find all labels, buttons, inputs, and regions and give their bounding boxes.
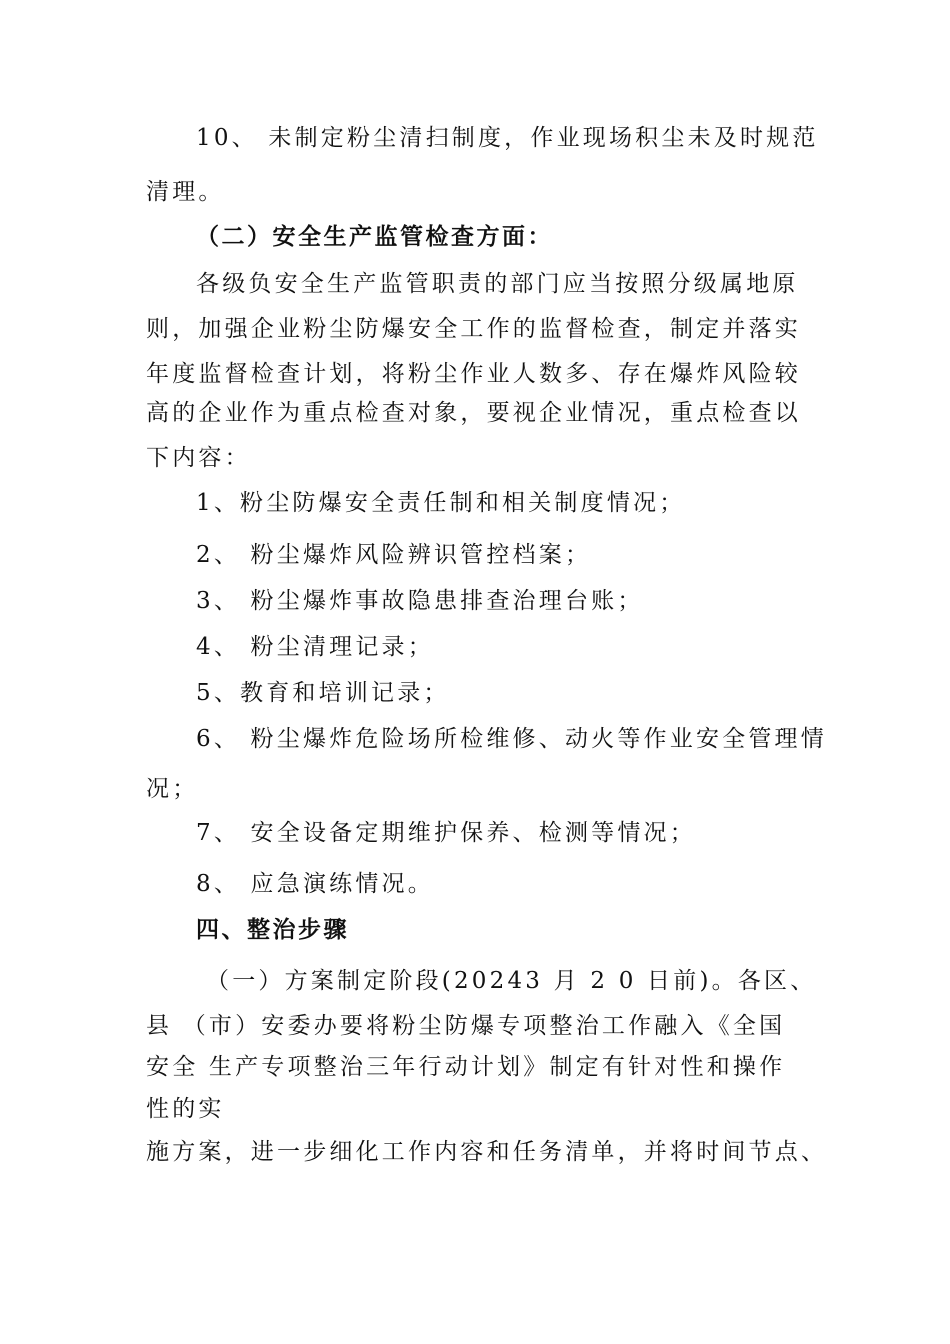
list-item-3: 3、 粉尘爆炸事故隐患排查治理台账； [196, 588, 644, 614]
item-10-line-2: 清理。 [146, 179, 225, 205]
paragraph-line-4: 高的企业作为重点检查对象，要视企业情况，重点检查以 [146, 400, 801, 426]
paragraph-line-5: 下内容： [146, 445, 251, 471]
list-item-7: 7、 安全设备定期维护保养、检测等情况； [196, 820, 696, 846]
paragraph-line-1: 各级负安全生产监管职责的部门应当按照分级属地原 [196, 271, 799, 297]
section-heading-4: 四、整治步骤 [196, 917, 349, 943]
list-item-8: 8、 应急演练情况。 [196, 871, 434, 897]
list-item-6-line-2: 况； [146, 776, 199, 802]
item-10-line-1: 10、 未制定粉尘清扫制度，作业现场积尘未及时规范 [196, 125, 819, 151]
list-item-2: 2、 粉尘爆炸风险辨识管控档案； [196, 542, 592, 568]
step-paragraph-line-1: （一）方案制定阶段(20243 月 2 0 日前)。各区、 [206, 968, 817, 994]
list-item-5: 5、教育和培训记录； [196, 680, 450, 706]
list-item-6-line-1: 6、 粉尘爆炸危险场所检维修、动火等作业安全管理情 [196, 726, 827, 752]
list-item-4: 4、 粉尘清理记录； [196, 634, 434, 660]
step-paragraph-line-2: 县 （市）安委办要将粉尘防爆专项整治工作融入《全国 [146, 1013, 786, 1039]
step-paragraph-line-3: 安全 生产专项整治三年行动计划》制定有针对性和操作 [146, 1054, 786, 1080]
step-paragraph-line-4: 性的实 [146, 1096, 225, 1122]
paragraph-line-3: 年度监督检查计划，将粉尘作业人数多、存在爆炸风险较 [146, 361, 801, 387]
step-paragraph-line-5: 施方案，进一步细化工作内容和任务清单，并将时间节点、 [146, 1139, 828, 1165]
paragraph-line-2: 则，加强企业粉尘防爆安全工作的监督检查，制定并落实 [146, 316, 801, 342]
section-heading-2: （二）安全生产监管检查方面： [196, 224, 553, 250]
list-item-1: 1、粉尘防爆安全责任制和相关制度情况； [196, 490, 686, 516]
